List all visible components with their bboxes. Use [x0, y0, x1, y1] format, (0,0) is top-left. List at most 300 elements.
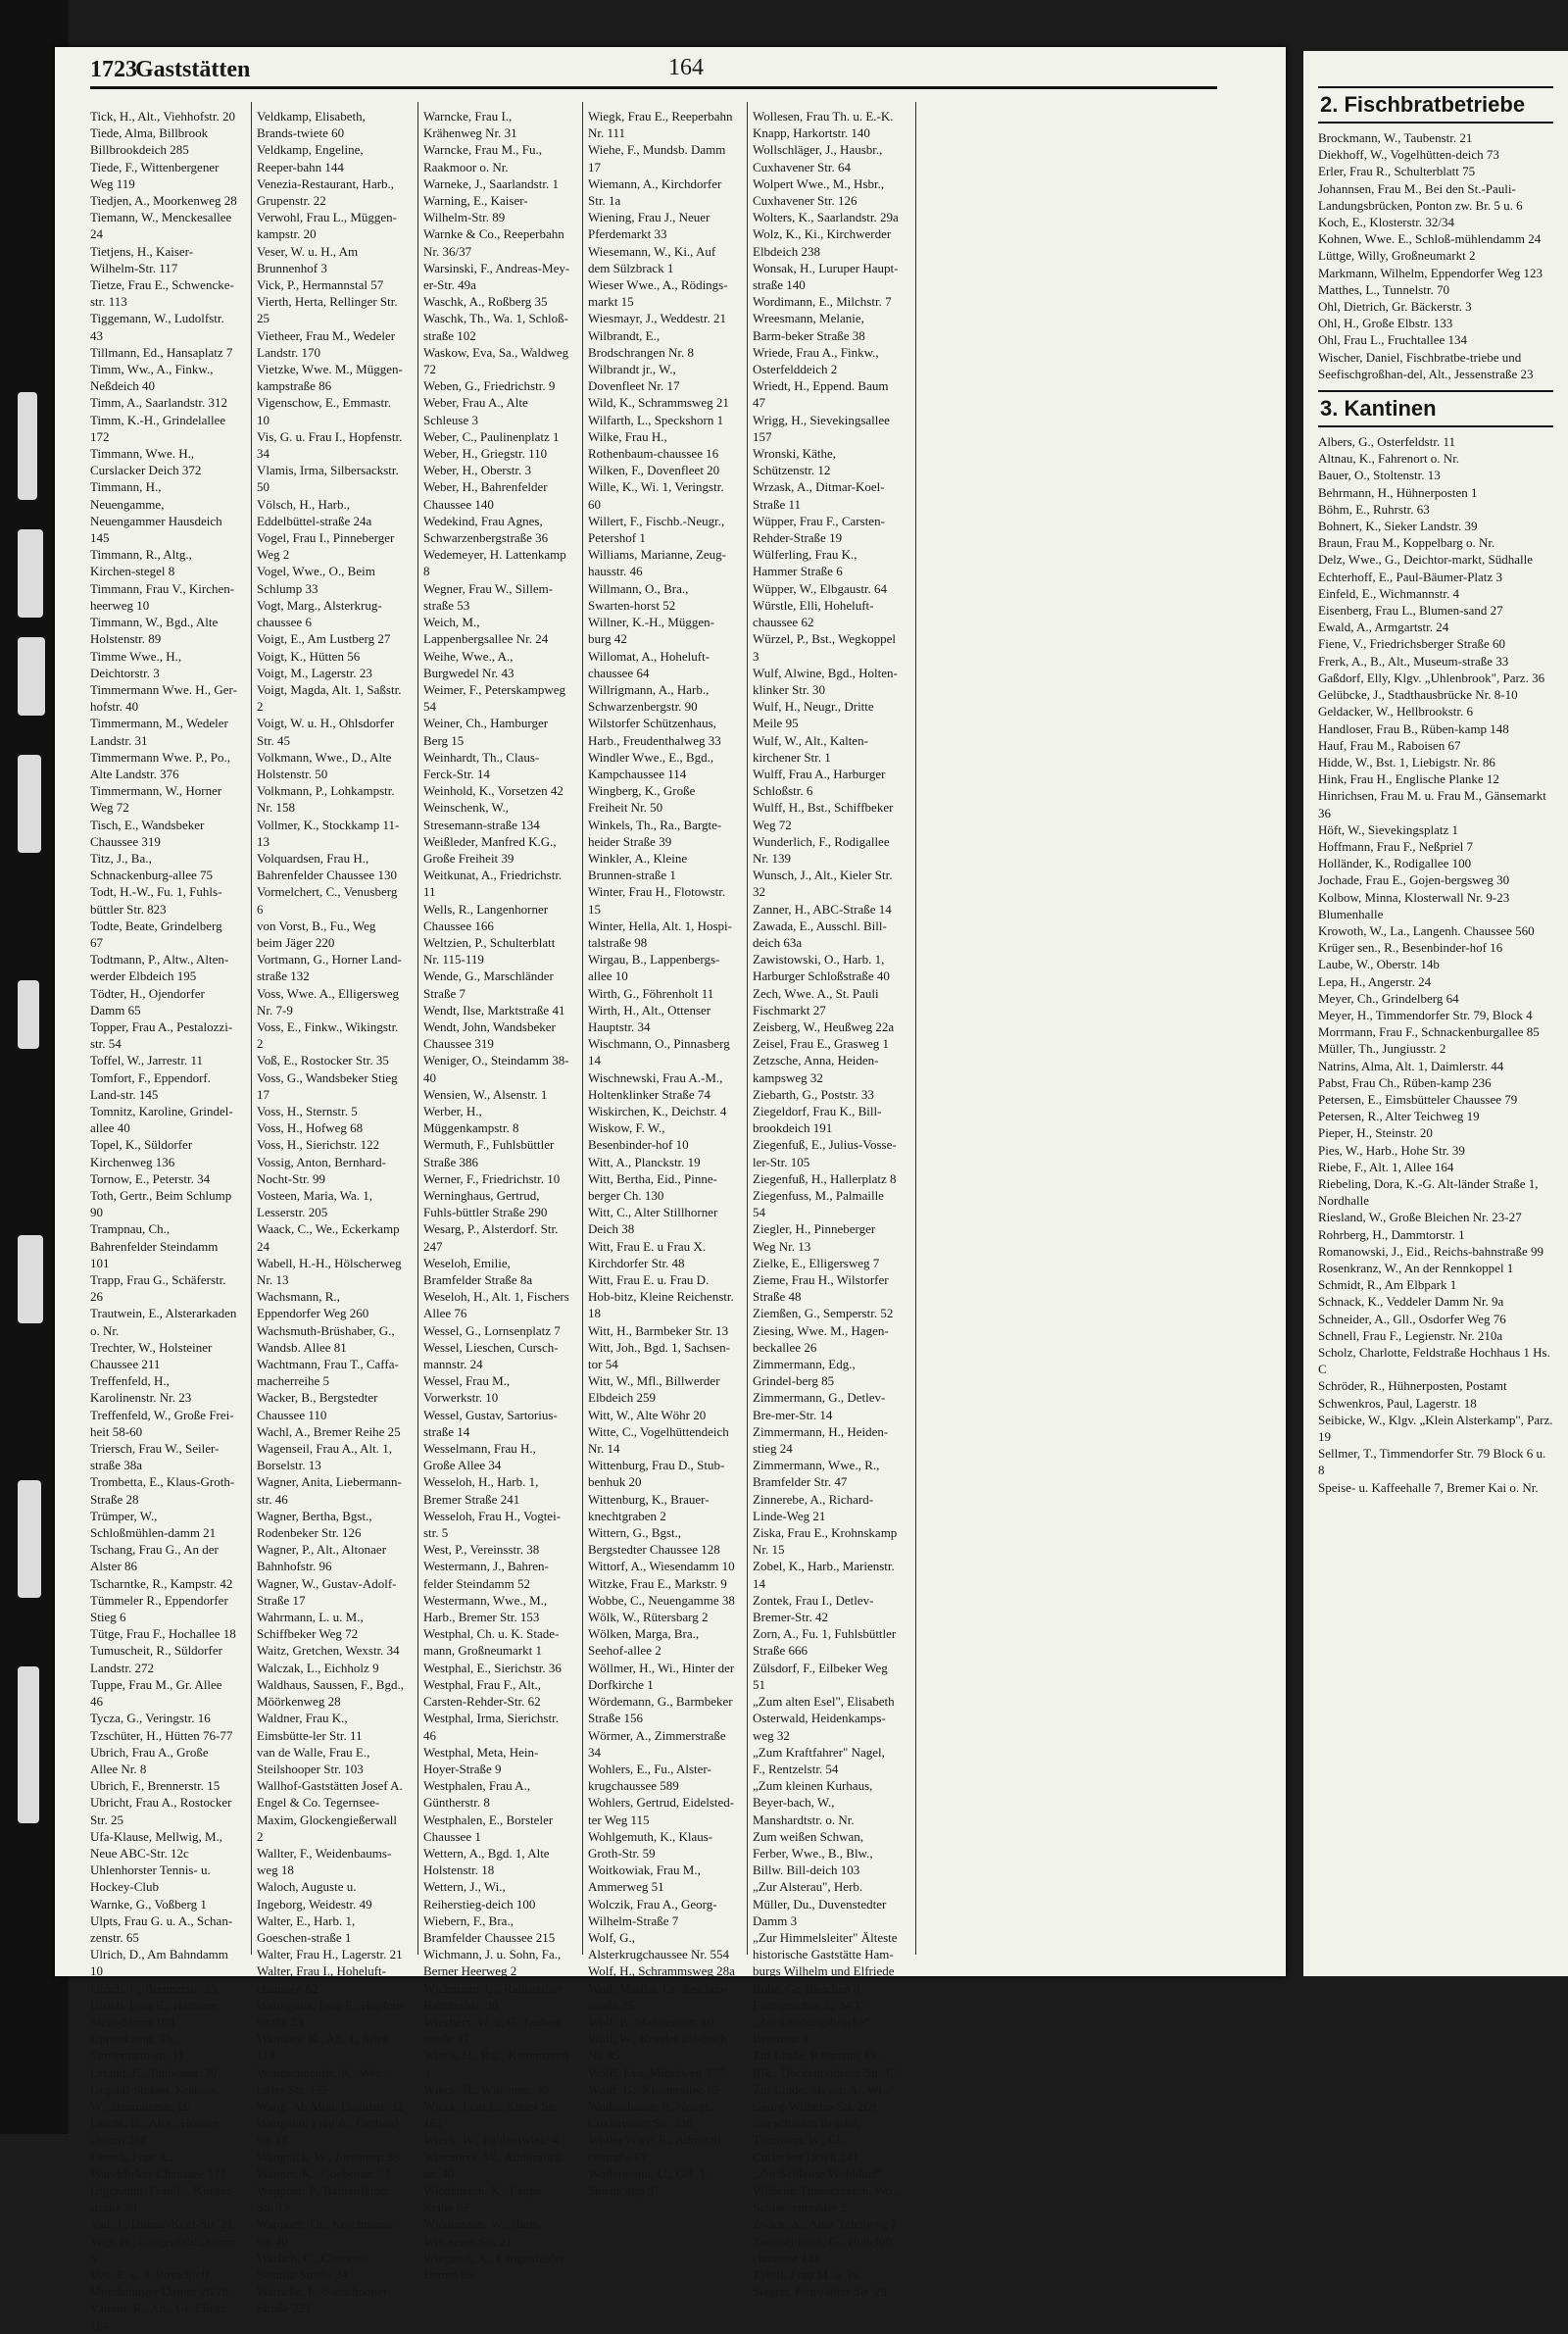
kantinen-heading: 3. Kantinen: [1318, 390, 1553, 427]
directory-entry: Vossig, Anton, Bernhard-Nocht-Str. 99: [257, 1154, 386, 1186]
directory-entry: Völsch, H., Harb., Eddelbüttel-straße 24a: [257, 496, 372, 528]
directory-entry: Handloser, Frau B., Rüben-kamp 148: [1318, 720, 1509, 736]
directory-entry: „Zur Alsterau", Herb. Müller, Du., Duvenstedter Damm 3: [753, 1879, 887, 1928]
directory-entry: Weimer, F., Peterskampweg 54: [423, 681, 566, 715]
directory-entry: Weinhold, K., Vorsetzen 42: [423, 783, 564, 799]
directory-entry: Fernsprecher 32 34 17: [753, 1997, 867, 2012]
page-label: 1723: [90, 57, 137, 82]
directory-entry: Zobel, K., Harb., Marienstr. 14: [753, 1559, 895, 1591]
directory-entry: Wegner, Frau W., Sillem-straße 53: [423, 580, 554, 613]
directory-entry: Ziesing, Wwe. M., Hagen-beckallee 26: [753, 1322, 889, 1355]
directory-entry: Warneke, J., Saarlandstr. 1: [423, 175, 559, 191]
directory-entry: Wamsganz, Frau F., Hopfen-straße 23: [257, 1997, 404, 2029]
directory-entry: Wulff, H., Bst., Schiffbeker Weg 72: [753, 800, 894, 832]
directory-entry: Wulf, H., Neugr., Dritte Meile 95: [753, 699, 874, 731]
directory-entry: Wohlers, Gertrud, Eidelsted-ter Weg 115: [588, 1795, 735, 1827]
directory-entry: Wichmann, U., Rahlstedter Bahnhofstr. 30: [423, 1980, 563, 2012]
directory-entry: Ziegeldorf, Frau K., Bill-brookdeich 191: [753, 1103, 882, 1136]
directory-entry: Wendt, John, Wandsbeker Chaussee 319: [423, 1018, 556, 1052]
directory-entry: Woitkowiak, Frau M., Ammerweg 51: [588, 1862, 701, 1895]
directory-entry: Wallhof-Gaststätten Josef A. Engel & Co. Tegernsee-Maxim, Glockengießerwall 2: [257, 1778, 403, 1844]
directory-entry: Trechter, W., Holsteiner Chaussee 211: [90, 1339, 213, 1372]
directory-entry: Wahrmann, L. u. M., Schiffbeker Weg 72: [257, 1610, 364, 1642]
directory-entry: Vogel, Frau I., Pinneberger Weg 2: [257, 530, 395, 563]
directory-entry: Tiggemann, W., Ludolfstr. 43: [90, 311, 224, 343]
directory-entry: Wulf, Alwine, Bgd., Holten-klinker Str. 30: [753, 665, 898, 697]
directory-entry: Walter, Frau H., Lagerstr. 21: [257, 1947, 403, 1962]
directory-entry: Riesland, W., Große Bleichen Nr. 23-27: [1318, 1210, 1522, 1225]
directory-entry: Waldhaus, Saussen, F., Bgd., Möörkenweg 28: [257, 1676, 404, 1710]
directory-entry: Tick, H., Alt., Viehhofstr. 20: [90, 109, 236, 124]
directory-entry: Vick, P., Hermannstal 57: [257, 277, 384, 293]
directory-entry: Wiegk, Frau E., Reeperbahn Nr. 111: [588, 109, 733, 141]
directory-entry: Wild, K., Schrammsweg 21: [588, 395, 729, 411]
directory-entry: Gelübcke, J., Stadthausbrücke Nr. 8-10: [1318, 687, 1518, 703]
directory-entry: Zorn, A., Fu. 1, Fuhlsbüttler Straße 666: [753, 1626, 897, 1659]
directory-entry: Wieck, H., Bst., Kattensteert 4: [423, 2048, 569, 2080]
directory-entry: Weltzien, P., Schulterblatt Nr. 115-119: [423, 934, 556, 968]
directory-entry: Werber, H., Müggenkampstr. 8: [423, 1103, 519, 1136]
directory-entry: Timmann, R., Altg., Kirchen-stegel 8: [90, 547, 192, 579]
directory-entry: Wieck, Frau L., Kieler Str. 161: [423, 2098, 560, 2131]
directory-entry: Zinnerebe, A., Richard-Linde-Weg 21: [753, 1491, 874, 1523]
directory-entry: Werninghaus, Gertrud, Fuhls-büttler Straße 290: [423, 1188, 548, 1220]
directory-entry: Wischmann, O., Pinnasberg 14: [588, 1036, 730, 1068]
directory-entry: Scholz, Charlotte, Feldstraße Hochhaus 1 Hs. C: [1318, 1345, 1550, 1377]
directory-entry: Koch, E., Klosterstr. 32/34: [1318, 215, 1455, 230]
directory-entry: Utesch, Frau A., Wandsbeker Chaussee 171: [90, 2149, 227, 2181]
directory-entry: Wittern, G., Bgst., Bergstedter Chaussee 128: [588, 1525, 720, 1558]
directory-entry: Wieck, W., Fuhlentwiete 4: [423, 2132, 560, 2148]
directory-entry: Wiemann, A., Kirchdorfer Str. 1a: [588, 175, 722, 209]
directory-entry: Wiedemann, W., Harb., Win-sener Str. 21: [423, 2216, 543, 2249]
fischbratbetriebe-list: [1318, 129, 1553, 382]
directory-entry: Weber, H., Oberstr. 3: [423, 463, 531, 478]
directory-entry: Weber, H., Bahrenfelder Chaussee 140: [423, 479, 548, 512]
directory-entry: Meyer, Ch., Grindelberg 64: [1318, 990, 1459, 1006]
directory-entry: Tschang, Frau G., An der Alster 86: [90, 1542, 219, 1574]
directory-entry: Speise- u. Kaffeehalle 7, Bremer Kai o. Nr.: [1318, 1479, 1539, 1495]
directory-entry: Voss, E., Finkw., Wikingstr. 2: [257, 1018, 399, 1052]
directory-entry: Kohnen, Wwe. E., Schloß-mühlendamm 24: [1318, 231, 1542, 247]
directory-entry: Waitz, Gretchen, Wexstr. 34: [257, 1643, 400, 1659]
directory-entry: Wöllmer, H., Wi., Hinter der Dorfkirche 1: [588, 1660, 735, 1692]
directory-entry: Todte, Beate, Grindelberg 67: [90, 918, 222, 950]
page-header: [90, 57, 1217, 89]
directory-column-5: [753, 108, 900, 2300]
directory-entry: Walter, E., Harb. 1, Goeschen-straße 1: [257, 1912, 356, 1945]
directory-entry: Wiesmayr, J., Weddestr. 21: [588, 311, 727, 326]
directory-entry: Pieper, H., Steinstr. 20: [1318, 1125, 1433, 1141]
directory-entry: Markmann, Wilhelm, Eppendorfer Weg 123: [1318, 265, 1544, 280]
directory-entry: Wolf, H., Schrammsweg 28a: [588, 1963, 735, 1979]
directory-entry: Witt, A., Planckstr. 19: [588, 1154, 701, 1169]
directory-entry: Tiemann, W., Menckesallee 24: [90, 210, 232, 242]
directory-entry: Wandrey, K., Alt. 1, Allee 118: [257, 2031, 389, 2063]
directory-entry: Würstle, Elli, Hoheluft-chaussee 62: [753, 597, 874, 630]
directory-entry: Hink, Frau H., Englische Planke 12: [1318, 771, 1499, 787]
directory-entry: Wolz, K., Ki., Kirchwerder Elbdeich 238: [753, 226, 892, 259]
directory-entry: Wachsmuth-Brüshaber, G., Wandsb. Allee 81: [257, 1322, 395, 1355]
directory-entry: Westphal, Meta, Hein-Hoyer-Straße 9: [423, 1744, 539, 1776]
directory-entry: Wessel, G., Lornsenplatz 7: [423, 1322, 561, 1338]
directory-entry: Diekhoff, W., Vogelhütten-deich 73: [1318, 147, 1499, 163]
directory-entry: Vlamis, Irma, Silbersackstr. 50: [257, 463, 399, 495]
directory-entry: Vagt, H., Langenfeld.Damm 5: [90, 2233, 235, 2265]
directory-entry: Meyer, H., Timmendorfer Str. 79, Block 4: [1318, 1007, 1533, 1022]
directory-entry: Vad, J., Ditmar-Koel-Str. 21: [90, 2216, 233, 2232]
directory-entry: Wilstorfer Schützenhaus, Harb., Freudenthalweg 33: [588, 716, 721, 748]
directory-entry: Wolf, W., Krauler Elbdeich Nr. 85: [588, 2031, 727, 2063]
directory-entry: Westermann, J., Bahren-felder Steindamm 52: [423, 1559, 549, 1591]
previous-page-edge: [8, 392, 62, 1862]
directory-entry: Wermuth, F., Fuhlsbüttler Straße 386: [423, 1137, 555, 1169]
directory-entry: Wirth, G., Föhrenholt 11: [588, 985, 714, 1001]
directory-entry: Warsinski, F., Andreas-Mey-er-Str. 49a: [423, 260, 570, 293]
directory-entry: Wriede, Frau A., Finkw., Osterfelddeich 2: [753, 344, 879, 377]
directory-entry: Willmann, O., Bra., Swarten-horst 52: [588, 580, 689, 613]
directory-entry: Topel, K., Süldorfer Kirchenweg 136: [90, 1137, 193, 1169]
directory-entry: Tumuscheit, R., Süldorfer Landstr. 272: [90, 1643, 222, 1675]
directory-entry: Wiedemann, K., Lange Reihe 92: [423, 2182, 542, 2215]
directory-entry: „Zum alten Esel", Elisabeth Osterwald, Heidenkamps-weg 32: [753, 1694, 895, 1743]
directory-entry: Witt, Bertha, Eid., Pinne-berger Ch. 130: [588, 1170, 717, 1203]
directory-entry: Riebeling, Dora, K.-G. Alt-länder Straße 1, Nordhalle: [1318, 1175, 1539, 1209]
directory-entry: Valtera, R., Alt., Gr. Elbstr. 104: [90, 2301, 228, 2333]
directory-entry: Wilke, Frau H., Rothenbaum-chaussee 16: [588, 428, 719, 462]
directory-entry: Warlich, C., Clemens-Schultz-Straße 34: [257, 2250, 370, 2282]
directory-entry: Wappner, Th., Krochmann-str. 40: [257, 2216, 397, 2249]
directory-entry: Zielke, E., Elligersweg 7: [753, 1255, 880, 1270]
directory-entry: Wördemann, G., Barmbeker Straße 156: [588, 1694, 733, 1726]
directory-entry: Witte, C., Vogelhüttendeich Nr. 14: [588, 1423, 729, 1457]
directory-entry: Eisenberg, Frau L., Blumen-sand 27: [1318, 603, 1503, 619]
directory-entry: Ohl, H., Große Elbstr. 133: [1318, 316, 1453, 331]
directory-entry: Willert, F., Fischb.-Neugr., Petershof 1: [588, 513, 725, 546]
directory-entry: Johannsen, Frau M., Bei den St.-Pauli-Landungsbrücken, Ponton zw. Br. 5 u. 6: [1318, 180, 1523, 213]
directory-entry: Wonsak, H., Luruper Haupt-straße 140: [753, 260, 899, 293]
directory-entry: Ufa-Klause, Mellwig, M., Neue ABC-Str. 12c: [90, 1828, 223, 1861]
directory-entry: Williams, Marianne, Zeug-hausstr. 46: [588, 547, 726, 579]
directory-entry: Witzke, Frau E., Markstr. 9: [588, 1575, 727, 1591]
directory-entry: Wagner, P., Alt., Altonaer Bahnhofstr. 96: [257, 1542, 387, 1574]
directory-entry: Tietze, Frau E., Schwencke-str. 113: [90, 277, 234, 310]
directory-entry: Ziska, Frau E., Krohnskamp Nr. 15: [753, 1525, 898, 1558]
directory-entry: Woller Wwe. E., Admirali-tätstraße 67: [588, 2132, 726, 2164]
directory-entry: Weich, M., Lappenbergsallee Nr. 24: [423, 615, 549, 647]
directory-entry: Todtmann, P., Altw., Alten-werder Elbdeich 195: [90, 952, 229, 984]
directory-entry: Winkler, A., Kleine Brunnen-straße 1: [588, 850, 688, 883]
directory-entry: Volkmann, P., Lohkampstr. Nr. 158: [257, 783, 395, 816]
directory-entry: Weniger, O., Steindamm 38-40: [423, 1053, 569, 1085]
directory-entry: Hauf, Frau M., Raboisen 67: [1318, 737, 1461, 753]
directory-entry: West, P., Vereinsstr. 38: [423, 1542, 540, 1558]
directory-entry: Vosteen, Maria, Wa. 1, Lesserstr. 205: [257, 1188, 372, 1220]
directory-entry: Vis, G. u. Frau I., Hopfenstr. 34: [257, 428, 403, 462]
directory-entry: Wilken, F., Dovenfleet 20: [588, 463, 720, 478]
directory-entry: Tödter, H., Ojendorfer Damm 65: [90, 985, 205, 1018]
directory-entry: Westphalen, E., Borsteler Chaussee 1: [423, 1812, 554, 1844]
directory-entry: Wronski, Käthe, Schützenstr. 12: [753, 446, 837, 478]
column-rule: [417, 102, 418, 1955]
directory-entry: Wieser Wwe., A., Rödings-markt 15: [588, 277, 728, 310]
directory-entry: Wörmer, A., Zimmerstraße 34: [588, 1727, 726, 1760]
directory-entry: Ziegenfuß, H., Hallerplatz 8: [753, 1170, 897, 1186]
directory-entry: Weber, C., Paulinenplatz 1: [423, 428, 560, 444]
directory-entry: Willner, K.-H., Müggen-burg 42: [588, 615, 714, 647]
directory-entry: von Vorst, B., Fu., Weg beim Jäger 220: [257, 918, 376, 950]
directory-entry: Timmermann Wwe. H., Ger-hofstr. 40: [90, 681, 237, 715]
directory-entry: Timm, K.-H., Grindelallee 172: [90, 412, 226, 444]
directory-entry: Toth, Gertr., Beim Schlump 90: [90, 1188, 232, 1220]
directory-entry: Triersch, Frau W., Seiler-straße 38a: [90, 1441, 220, 1473]
directory-entry: Vietheer, Frau M., Wedeler Landstr. 170: [257, 327, 396, 360]
directory-entry: Timmann, Frau V., Kirchen-heerweg 10: [90, 580, 235, 613]
directory-entry: Weitkunat, A., Friedrichstr. 11: [423, 868, 563, 900]
directory-entry: Wittenburg, K., Brauer-knechtgraben 2: [588, 1491, 710, 1523]
directory-entry: Schnack, K., Veddeler Damm Nr. 9a: [1318, 1294, 1504, 1310]
directory-entry: Schröder, R., Hühnerposten, Postamt: [1318, 1378, 1507, 1394]
directory-entry: Vierth, Herta, Rellinger Str. 25: [257, 294, 398, 326]
directory-entry: Waloch, Auguste u. Ingeborg, Weidestr. 49: [257, 1879, 372, 1912]
directory-entry: Veit, E. u. J. Boyadjieff, Mundsburger Damm 26/28: [90, 2267, 229, 2300]
directory-entry: Zeisel, Frau E., Grasweg 1: [753, 1036, 889, 1052]
directory-entry: Ziebarth, G., Poststr. 33: [753, 1086, 874, 1102]
directory-entry: Wangelin, Frau A., Gerhard-str. 18: [257, 2115, 403, 2148]
directory-entry: Brockmann, W., Taubenstr. 21: [1318, 130, 1473, 145]
directory-entry: Wettern, J., Wi., Reiherstieg-deich 100: [423, 1879, 536, 1912]
directory-entry: Zwick, A., Alter Teichweg 7: [753, 2216, 898, 2232]
directory-entry: Warncke, Frau M., Fu., Raakmoor o. Nr.: [423, 142, 542, 174]
directory-entry: Wiebern, F., Bra., Bramfelder Chaussee 215: [423, 1912, 556, 1945]
directory-entry: Wille, K., Wi. 1, Veringstr. 60: [588, 479, 724, 512]
directory-entry: Zimmermann, H., Heiden-stieg 24: [753, 1423, 889, 1457]
section-title: Gaststätten: [135, 57, 251, 82]
directory-entry: Wesseloh, H., Harb. 1, Bremer Straße 241: [423, 1474, 539, 1507]
directory-entry: Witt, C., Alter Stillhorner Deich 38: [588, 1205, 718, 1237]
directory-entry: Voigt, K., Hütten 56: [257, 648, 361, 664]
directory-entry: Zontek, Frau I., Detlev-Bremer-Str. 42: [753, 1592, 874, 1625]
directory-entry: Voigt, M., Lagerstr. 23: [257, 665, 372, 680]
directory-entry: Timmann, W., Bgd., Alte Holstenstr. 89: [90, 615, 219, 647]
directory-entry: Delz, Wwe., G., Deichtor-markt, Südhalle: [1318, 552, 1533, 568]
directory-entry: Wüpper, Frau F., Carsten-Rehder-Straße 19: [753, 513, 885, 546]
directory-entry: Wandschneider, K., Wen-torfer Str. 155: [257, 2064, 387, 2097]
directory-entry: Urland, E., Taubenstr. 20: [90, 2064, 218, 2080]
directory-entry: Wichmann, J. u. Sohn, Fa., Berner Heerweg 2: [423, 1947, 562, 1979]
directory-entry: Winter, Frau H., Flotowstr. 15: [588, 884, 726, 917]
directory-entry: Witt, Frau E. u Frau X. Kirchdorfer Str. 48: [588, 1238, 707, 1270]
directory-entry: Wollesen, Frau Th. u. E.-K. Knapp, Harkortstr. 140: [753, 109, 894, 141]
directory-entry: Tycza, G., Veringstr. 16: [90, 1711, 211, 1726]
directory-entry: Treffenfeld, H., Karolinenstr. Nr. 23: [90, 1373, 192, 1406]
directory-entry: Todt, H.-W., Fu. 1, Fuhls-büttler Str. 823: [90, 884, 222, 917]
directory-entry: Ubricht, Frau A., Rostocker Str. 25: [90, 1795, 232, 1827]
directory-entry: Wagner, Bertha, Bgst., Rodenbeker Str. 126: [257, 1508, 372, 1541]
directory-entry: Höft, W., Sievekingsplatz 1: [1318, 821, 1458, 837]
directory-entry: Wedemeyer, H. Lattenkamp 8: [423, 547, 566, 579]
directory-entry: Wesarg, P., Alsterdorf. Str. 247: [423, 1221, 559, 1254]
directory-entry: Wesseloh, Frau H., Vogtei-str. 5: [423, 1508, 562, 1541]
directory-entry: Pabst, Frau Ch., Rüben-kamp 236: [1318, 1074, 1492, 1090]
directory-entry: Vortmann, G., Horner Land-straße 132: [257, 952, 402, 984]
directory-entry: Vogt, Marg., Alsterkrug-chaussee 6: [257, 597, 382, 630]
directory-entry: Tillmann, Ed., Hansaplatz 7: [90, 344, 233, 360]
directory-entry: Timmermann, W., Horner Weg 72: [90, 783, 222, 816]
directory-entry: Weber, Frau A., Alte Schleuse 3: [423, 395, 528, 427]
directory-entry: Ziegenfuss, M., Palmaille 54: [753, 1188, 884, 1220]
directory-column-1: [90, 108, 237, 2333]
directory-entry: Trombetta, E., Klaus-Groth-Straße 28: [90, 1474, 235, 1507]
directory-entry: Tomnitz, Karoline, Grindel-allee 40: [90, 1103, 233, 1136]
directory-entry: Warncke, Frau I., Krähenweg Nr. 31: [423, 109, 517, 141]
directory-entry: Wachl, A., Bremer Reihe 25: [257, 1423, 401, 1439]
directory-entry: Titz, J., Ba., Schnackenburg-allee 75: [90, 850, 214, 883]
directory-entry: Echterhoff, E., Paul-Bäumer-Platz 3: [1318, 569, 1502, 584]
directory-entry: Wiehe, F., Mundsb. Damm 17: [588, 142, 726, 174]
directory-entry: Wessel, Lieschen, Cursch-mannstr. 24: [423, 1339, 559, 1372]
directory-entry: Tiedjen, A., Moorkenweg 28: [90, 193, 237, 209]
directory-entry: Wolczik, Frau A., Georg-Wilhelm-Straße 7: [588, 1896, 717, 1928]
directory-entry: Wieck, H., Wilsonstr. 40: [423, 2081, 549, 2097]
directory-entry: Laube, W., Oberstr. 14b: [1318, 957, 1440, 972]
directory-entry: Urquell-Stuben, Krakow, W., Dammtorstr. 20: [90, 2081, 219, 2113]
directory-entry: van de Walle, Frau E., Steilshooper Str. 103: [257, 1744, 370, 1776]
directory-entry: Veser, W. u. H., Am Brunnenhof 3: [257, 243, 359, 275]
directory-entry: Zur Linde, Meyer, A., Wi., Georg-Wilhelm-Str. 269: [753, 2081, 889, 2113]
directory-entry: Uhlenhorster Tennis- u. Hockey-Club: [90, 1862, 211, 1895]
directory-entry: Westphal, Frau F., Alt., Carsten-Rehder-Str. 62: [423, 1676, 541, 1710]
directory-entry: Wolf, P., Mansteinstr. 10: [588, 2013, 713, 2029]
directory-entry: Wachtmann, Frau T., Caffa-macherreihe 5: [257, 1357, 399, 1389]
directory-entry: Krüger sen., R., Besenbinder-hof 16: [1318, 940, 1503, 956]
directory-entry: Schneider, A., Gll., Osdorfer Weg 76: [1318, 1311, 1506, 1326]
directory-entry: Ewald, A., Armgartstr. 24: [1318, 620, 1449, 635]
directory-entry: Wittorf, A., Wiesendamm 10: [588, 1559, 735, 1574]
directory-entry: Wessel, Frau M., Vorwerkstr. 10: [423, 1373, 511, 1406]
directory-entry: Wordimann, E., Milchstr. 7: [753, 294, 892, 310]
directory-entry: Gaßdorf, Elly, Klgv. „Uhlenbrook", Parz. 36: [1318, 670, 1545, 685]
directory-entry: Zeisberg, W., Heußweg 22a: [753, 1018, 895, 1034]
directory-entry: Voss, H., Sternstr. 5: [257, 1103, 358, 1118]
directory-entry: Venezia-Restaurant, Harb., Grupenstr. 22: [257, 175, 395, 209]
directory-entry: Lüttge, Willy, Großneumarkt 2: [1318, 248, 1476, 264]
directory-entry: Wolters, K., Saarlandstr. 29a: [753, 210, 899, 225]
directory-entry: Trampnau, Ch., Bahrenfelder Steindamm 101: [90, 1221, 219, 1270]
directory-entry: Waschk, A., Roßberg 35: [423, 294, 548, 310]
directory-entry: Waack, C., We., Eckerkamp 24: [257, 1221, 400, 1254]
directory-entry: Müller, Th., Jungiusstr. 2: [1318, 1041, 1446, 1057]
directory-entry: Zybill, Frau M. u. W. Siegert, Neustädter Str. 29: [753, 2267, 887, 2300]
directory-entry: Wüpper, W., Elbgaustr. 64: [753, 580, 888, 596]
directory-entry: Wunderlich, F., Rodigallee Nr. 139: [753, 833, 890, 866]
page-number: 164: [668, 55, 704, 80]
directory-entry: Witt, W., Alte Wöhr 20: [588, 1407, 707, 1422]
right-page-content: [1318, 78, 1553, 1496]
directory-entry: Kolbow, Minna, Klosterwall Nr. 9-23 Blumenhalle: [1318, 889, 1510, 921]
directory-entry: Wagenseil, Frau A., Alt. 1, Borselstr. 13: [257, 1441, 392, 1473]
directory-entry: Voss, H., Sierichstr. 122: [257, 1137, 380, 1153]
directory-entry: Wachsmann, R., Eppendorfer Weg 260: [257, 1289, 369, 1321]
directory-entry: Wischer, Daniel, Fischbratbe-triebe und Seefischgroßhan-del, Alt., Jessenstraße 23: [1318, 349, 1534, 381]
directory-entry: Weinschenk, W., Stresemann-straße 134: [423, 800, 540, 832]
directory-entry: Natrins, Alma, Alt. 1, Daimlerstr. 44: [1318, 1058, 1504, 1073]
directory-entry: Wolkenhauer, P., Neugr., Cuxhavener Str. 336: [588, 2098, 714, 2131]
directory-entry: Wensien, W., Alsenstr. 1: [423, 1086, 548, 1102]
directory-entry: Werner, F., Friedrichstr. 10: [423, 1170, 561, 1186]
directory-entry: Zimmermann, G., Detlev-Bre-mer-Str. 14: [753, 1390, 886, 1422]
directory-entry: Trapp, Frau G., Schäferstr. 26: [90, 1272, 226, 1305]
directory-entry: Wollermann, U., Gfl. 1, Steenkamp 37: [588, 2165, 710, 2198]
directory-entry: Zum weißen Schwan, Ferber, Wwe., B., Blw., Billw. Bill-deich 103: [753, 1828, 873, 1878]
directory-entry: Schnell, Frau F., Legienstr. Nr. 210a: [1318, 1327, 1503, 1343]
directory-entry: Trümper, W., Schloßmühlen-damm 21: [90, 1508, 217, 1541]
directory-entry: Tornow, E., Peterstr. 34: [90, 1170, 211, 1186]
directory-entry: Wieczorek, W., Admiralität-str. 40: [423, 2149, 567, 2181]
directory-entry: Willrigmann, A., Harb., Schwarzenbergstr. 90: [588, 681, 710, 715]
directory-entry: Weinhardt, Th., Claus-Ferck-Str. 14: [423, 749, 540, 781]
directory-entry: Witt, W., Mfl., Billwerder Elbdeich 259: [588, 1373, 720, 1406]
directory-entry: Wreesmann, Melanie, Barm-beker Straße 38: [753, 311, 865, 343]
directory-entry: Trautwein, E., Alsterarkaden o. Nr.: [90, 1306, 237, 1338]
directory-entry: Timme Wwe., H., Deichtorstr. 3: [90, 648, 182, 680]
directory-entry: Wrigg, H., Sievekingsallee 157: [753, 412, 890, 444]
directory-entry: Tscharntke, R., Kampstr. 42: [90, 1575, 233, 1591]
directory-entry: Tomfort, F., Eppendorf. Land-str. 145: [90, 1069, 211, 1102]
directory-entry: Voigt, E., Am Lustberg 27: [257, 631, 391, 647]
directory-entry: Wallter, F., Weidenbaums-weg 18: [257, 1845, 392, 1878]
directory-entry: Vollmer, K., Stockkamp 11-13: [257, 817, 400, 849]
directory-entry: Petersen, R., Alter Teichweg 19: [1318, 1109, 1480, 1124]
directory-entry: Riebe, F., Alt. 1, Allee 164: [1318, 1159, 1454, 1174]
directory-entry: Witt, H., Barmbeker Str. 13: [588, 1322, 729, 1338]
directory-entry: Wanner, K., Goebenstr. 11: [257, 2165, 391, 2181]
directory-entry: Seibicke, W., Klgv. „Klein Alsterkamp", Parz. 19: [1318, 1412, 1553, 1445]
directory-entry: Wrzask, A., Ditmar-Koel-Straße 11: [753, 479, 885, 512]
directory-entry: Hidde, W., Bst. 1, Liebigstr. Nr. 86: [1318, 754, 1495, 770]
directory-entry: Wirgau, B., Lappenbergs-allee 10: [588, 952, 720, 984]
directory-entry: Wagner, W., Gustav-Adolf-Straße 17: [257, 1575, 397, 1608]
directory-entry: Rohrberg, H., Dammtorstr. 1: [1318, 1226, 1465, 1242]
directory-entry: Vigenschow, E., Emmastr. 10: [257, 395, 392, 427]
directory-entry: Wettern, A., Bgd. 1, Alte Holstenstr. 18: [423, 1845, 550, 1878]
directory-entry: Wappner, P., Bahrenfelder Str. 19: [257, 2182, 390, 2215]
column-rule: [251, 102, 252, 1955]
directory-entry: Tümmeler R., Eppendorfer Stieg 6: [90, 1592, 228, 1625]
directory-entry: Morrmann, Frau F., Schnackenburgallee 85: [1318, 1024, 1540, 1040]
directory-entry: Würzel, P., Bst., Wegkoppel 3: [753, 631, 897, 664]
directory-entry: Voss, G., Wandsbeker Stieg 17: [257, 1069, 398, 1102]
directory-entry: Veldkamp, Elisabeth, Brands-twiete 60: [257, 109, 366, 141]
directory-entry: Zwiebelmann, G., Hoheluft-chaussee 131: [753, 2233, 898, 2265]
directory-entry: Lepa, H., Angerstr. 24: [1318, 973, 1432, 989]
directory-entry: Schmidt, R., Am Elbpark 1: [1318, 1277, 1457, 1293]
directory-entry: Petersen, E., Eimsbütteler Chaussee 79: [1318, 1091, 1518, 1107]
directory-entry: Ulrich, Frau E., Hammer Stein-damm 108: [90, 1997, 218, 2029]
directory-entry: Timm, Ww., A., Finkw., Neßdeich 40: [90, 362, 214, 394]
directory-entry: Westphal, Irma, Sierichstr. 46: [423, 1711, 559, 1743]
directory-entry: Tiede, Alma, Billbrook: [90, 125, 209, 141]
directory-entry: Vogel, Wwe., O., Beim Schlump 33: [257, 564, 375, 596]
directory-entry: Zanner, H., ABC-Straße 14: [753, 901, 892, 917]
directory-entry: Westphalen, Frau A., Güntherstr. 8: [423, 1778, 531, 1811]
directory-entry: Ziegenfuß, E., Julius-Vosse-ler-Str. 105: [753, 1137, 897, 1169]
directory-entry: Zur Linde, Baumann, O., Blk., Dockenhudener Str. 12: [753, 2048, 899, 2080]
column-rule: [582, 102, 583, 1955]
directory-entry: Wriedt, H., Eppend. Baum 47: [753, 378, 889, 411]
kantinen-list: [1318, 433, 1553, 1496]
directory-entry: Wabell, H.-H., Hölscherweg Nr. 13: [257, 1255, 402, 1288]
